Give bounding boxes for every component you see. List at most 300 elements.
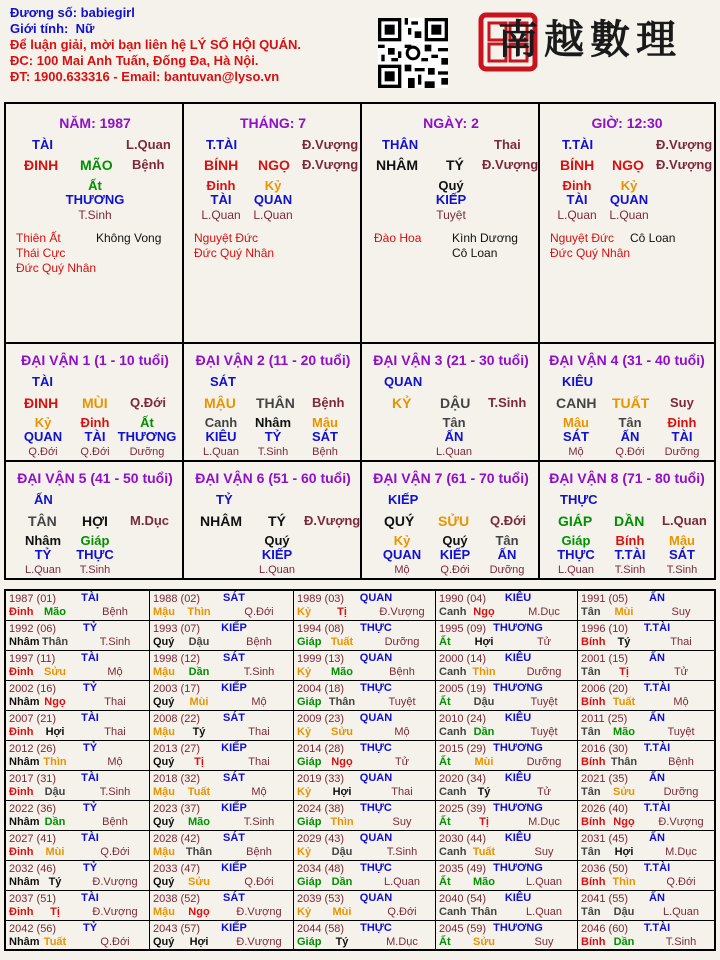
year-chi: Mùi [189, 696, 209, 708]
year-cell [6, 621, 150, 651]
dai-van-title: ĐẠI VẬN 5 (41 - 50 tuổi) [17, 470, 173, 486]
year-cell [150, 771, 294, 801]
year-chi: Tị [194, 756, 204, 768]
dai-van-2 [184, 344, 362, 462]
year-can: Tân [581, 606, 601, 618]
year-cell [294, 801, 436, 831]
year-god: QUAN [359, 712, 393, 724]
year-state: L.Quan [662, 906, 700, 918]
year-god: TÀI [81, 652, 99, 664]
hidden-can: Đinh [562, 178, 592, 193]
year-god: QUAN [359, 832, 393, 844]
year-chi: Thân [328, 696, 356, 708]
year-label: 2019 (33) [297, 773, 345, 785]
year-state: Mộ [394, 726, 410, 738]
year-can: Giáp [297, 876, 322, 888]
year-god: QUAN [359, 892, 393, 904]
year-can: Tân [581, 726, 601, 738]
year-state: M.Dục [665, 846, 697, 858]
year-can: Ất [439, 936, 451, 948]
year-label: 1998 (12) [153, 653, 201, 665]
hidden-god: TỶ [34, 547, 52, 562]
year-god: THƯƠNG [493, 622, 543, 634]
year-cell [150, 741, 294, 771]
dai-van-can: NHÂM [200, 513, 242, 529]
year-can: Canh [439, 726, 467, 738]
year-cell [150, 801, 294, 831]
year-label: 2002 (16) [9, 683, 57, 695]
year-label: 2014 (28) [297, 743, 345, 755]
year-state: L.Quan [383, 876, 421, 888]
year-chi: Hợi [614, 846, 634, 858]
hidden-state: L.Quan [202, 446, 240, 458]
year-cell [436, 921, 578, 951]
year-state: Tử [536, 786, 552, 798]
year-chi: Thân [470, 906, 498, 918]
year-cell [294, 741, 436, 771]
year-label: 2021 (35) [581, 773, 629, 785]
year-label: 2018 (32) [153, 773, 201, 785]
hidden-state: T.Sinh [78, 208, 112, 222]
year-chi: Thân [185, 846, 213, 858]
year-god: T.TÀI [643, 682, 671, 694]
dai-van-title: ĐẠI VẬN 7 (61 - 70 tuổi) [373, 470, 529, 486]
pillar-chi: NGỌ [612, 157, 644, 173]
pillar-can: NHÂM [376, 157, 418, 173]
year-label: 2027 (41) [9, 833, 57, 845]
year-cell [436, 681, 578, 711]
year-label: 2013 (27) [153, 743, 201, 755]
year-state: Thai [104, 696, 126, 708]
year-chi: Dậu [613, 906, 635, 918]
year-chi: Dần [331, 876, 353, 888]
year-can: Mậu [153, 786, 175, 798]
year-label: 2007 (21) [9, 713, 57, 725]
year-god: T.TÀI [643, 922, 671, 934]
hidden-state: L.Quan [253, 208, 293, 222]
dai-van-god: TỶ [216, 492, 233, 507]
year-cell [150, 831, 294, 861]
hidden-state: Q.Đới [615, 446, 645, 458]
hidden-god: THƯƠNG [117, 429, 177, 444]
year-state: Q.Đới [387, 906, 417, 918]
year-can: Mậu [153, 666, 175, 678]
year-god: T.TÀI [643, 802, 671, 814]
year-can: Bính [581, 816, 606, 828]
year-cell [436, 591, 578, 621]
year-can: Quý [153, 636, 175, 648]
year-god: T.TÀI [643, 742, 671, 754]
year-label: 2000 (14) [439, 653, 487, 665]
hidden-can: Quý [442, 533, 468, 548]
year-cell [150, 591, 294, 621]
year-cell [436, 891, 578, 921]
year-can: Bính [581, 876, 606, 888]
hidden-state: Q.Đới [440, 564, 470, 576]
hidden-god: KIẾP [435, 192, 467, 207]
pillar-top-right: Thai [494, 137, 521, 152]
year-cell [294, 651, 436, 681]
pillar-can: BÍNH [204, 157, 239, 173]
year-can: Tân [581, 846, 601, 858]
year-state: Mộ [251, 786, 267, 798]
hidden-god: THỰC [76, 547, 114, 562]
year-cell [6, 591, 150, 621]
year-state: Dưỡng [526, 666, 562, 678]
year-can: Ất [439, 816, 451, 828]
star: Kình Dương [452, 231, 518, 245]
year-can: Đinh [9, 666, 34, 678]
dai-van-chi: TÝ [268, 513, 286, 529]
hidden-god: ẤN [444, 429, 464, 444]
year-can: Mậu [153, 906, 175, 918]
year-state: Dưỡng [663, 786, 699, 798]
year-cell [6, 771, 150, 801]
year-cell [578, 801, 714, 831]
year-label: 2012 (26) [9, 743, 57, 755]
star: Cô Loan [630, 231, 676, 245]
year-label: 2022 (36) [9, 803, 57, 815]
dai-van-6 [184, 462, 362, 578]
year-god: KIẾP [221, 922, 247, 934]
star: Thái Cực [16, 246, 66, 260]
hidden-god: ẤN [620, 429, 640, 444]
year-state: Mộ [107, 666, 123, 678]
dai-van-chi: SỬU [438, 513, 470, 529]
hidden-god: QUAN [23, 429, 63, 444]
year-god: QUAN [359, 772, 393, 784]
pillar-chi-right: Bệnh [132, 157, 165, 172]
hidden-state: L.Quan [435, 446, 473, 458]
dai-van-right: Q.Đới [490, 513, 526, 528]
year-cell [578, 651, 714, 681]
star: Đức Quý Nhân [550, 246, 631, 260]
year-state: Suy [534, 846, 554, 858]
year-label: 2034 (48) [297, 863, 345, 875]
year-can: Đinh [9, 606, 34, 618]
year-state: Thai [670, 636, 692, 648]
year-state: T.Sinh [99, 636, 131, 648]
year-god: SÁT [223, 832, 245, 844]
year-god: ẤN [649, 592, 665, 604]
year-chi: Sửu [472, 936, 496, 948]
logo-text: 南越數理 [498, 16, 682, 63]
year-label: 2046 (60) [581, 923, 629, 935]
year-label: 2029 (43) [297, 833, 345, 845]
dai-van-right: M.Dục [130, 513, 169, 528]
year-can: Kỷ [297, 846, 312, 858]
year-cell [150, 861, 294, 891]
year-chi: Dần [473, 726, 495, 738]
hidden-god: SÁT [563, 429, 589, 444]
year-can: Nhâm [9, 636, 40, 648]
year-can: Ất [439, 876, 451, 888]
year-state: Suy [534, 936, 554, 948]
year-cell [578, 711, 714, 741]
year-cell [294, 831, 436, 861]
hidden-state: T.Sinh [79, 564, 111, 576]
year-cell [294, 591, 436, 621]
year-god: THƯƠNG [493, 742, 543, 754]
dai-van-right: Suy [670, 395, 694, 410]
year-cell [150, 891, 294, 921]
star: Đào Hoa [374, 231, 422, 245]
year-can: Đinh [9, 906, 34, 918]
dai-van-title: ĐẠI VẬN 6 (51 - 60 tuổi) [195, 470, 351, 486]
hidden-god: T.TÀI [614, 547, 646, 562]
hidden-god: QUAN [382, 547, 422, 562]
hidden-state: Dưỡng [129, 446, 165, 458]
year-label: 2045 (59) [439, 923, 487, 935]
hidden-can: Quý [438, 178, 464, 193]
year-god: KIẾP [221, 742, 247, 754]
year-state: T.Sinh [386, 846, 418, 858]
year-chi: Mão [188, 816, 210, 828]
year-cell [578, 591, 714, 621]
year-cell [6, 921, 150, 951]
year-can: Quý [153, 696, 175, 708]
year-label: 1999 (13) [297, 653, 345, 665]
year-label: 2044 (58) [297, 923, 345, 935]
annual-cycles-grid [4, 589, 716, 951]
star: Nguyệt Đức [550, 231, 615, 245]
year-chi: Thân [610, 756, 638, 768]
dai-van-god: SÁT [210, 374, 236, 389]
year-chi: Ngọ [331, 756, 353, 768]
year-chi: Ngọ [473, 606, 495, 618]
year-can: Ất [439, 756, 451, 768]
year-god: QUAN [359, 652, 393, 664]
year-god: T.TÀI [643, 622, 671, 634]
year-can: Đinh [9, 726, 34, 738]
year-chi: Mão [613, 726, 635, 738]
hidden-state: L.Quan [258, 564, 296, 576]
dai-van-title: ĐẠI VẬN 3 (21 - 30 tuổi) [373, 352, 529, 368]
year-state: Tử [536, 636, 552, 648]
year-state: Thai [248, 756, 270, 768]
star: Thiên Ất [16, 231, 61, 245]
dai-van-can: TÂN [28, 513, 57, 529]
dai-van-can: KỶ [392, 395, 412, 411]
hidden-can: Đinh [80, 415, 110, 430]
dai-van-chi: DẦN [614, 513, 645, 529]
year-chi: Mùi [474, 756, 494, 768]
hidden-state: Mộ [394, 564, 410, 576]
year-state: Mộ [251, 696, 267, 708]
year-can: Giáp [297, 936, 322, 948]
qr-code-icon[interactable] [378, 18, 448, 88]
year-label: 2032 (46) [9, 863, 57, 875]
year-state: Tử [673, 666, 689, 678]
year-chi: Dần [44, 816, 66, 828]
year-god: TỶ [82, 862, 98, 874]
year-chi: Mùi [332, 906, 352, 918]
year-label: 1990 (04) [439, 593, 487, 605]
hidden-can: Tân [495, 533, 519, 548]
year-chi: Dậu [331, 846, 353, 858]
hidden-can: Kỷ [34, 415, 52, 430]
year-god: THỰC [360, 682, 392, 694]
year-label: 2042 (56) [9, 923, 57, 935]
hidden-god: KIÊU [205, 429, 237, 444]
year-state: T.Sinh [243, 666, 275, 678]
year-label: 2031 (45) [581, 833, 629, 845]
year-cell [6, 861, 150, 891]
hidden-state: L.Quan [201, 208, 241, 222]
pillar-chi-right: Đ.Vượng [482, 157, 539, 172]
year-label: 1994 (08) [297, 623, 345, 635]
year-state: Thai [248, 726, 270, 738]
pillar-god: T.TÀI [562, 137, 594, 152]
dai-van-chi: HỢI [82, 513, 108, 529]
year-state: Thai [104, 726, 126, 738]
hidden-state: L.Quan [557, 564, 595, 576]
year-cell [436, 741, 578, 771]
year-state: Đ.Vượng [236, 906, 282, 918]
year-chi: Tị [50, 906, 60, 918]
hidden-god: KIẾP [439, 547, 471, 562]
year-label: 2030 (44) [439, 833, 487, 845]
dai-van-right: L.Quan [662, 513, 707, 528]
year-cell [436, 651, 578, 681]
dai-van-god: QUAN [384, 374, 423, 389]
year-god: KIÊU [504, 772, 532, 784]
year-can: Quý [153, 876, 175, 888]
year-state: M.Dục [528, 816, 560, 828]
hidden-god: SÁT [669, 547, 695, 562]
year-state: Đ.Vượng [379, 606, 425, 618]
year-label: 2036 (50) [581, 863, 629, 875]
dai-van-god: TÀI [32, 374, 53, 389]
year-god: SÁT [223, 652, 245, 664]
year-god: TÀI [81, 772, 99, 784]
year-cell [294, 711, 436, 741]
year-cell [6, 831, 150, 861]
pillar-title: NGÀY: 2 [423, 115, 479, 131]
year-chi: Hợi [189, 936, 209, 948]
year-god: SÁT [223, 712, 245, 724]
year-can: Quý [153, 936, 175, 948]
hidden-can: Quý [264, 533, 290, 548]
year-god: ẤN [649, 712, 665, 724]
hidden-can: Tân [618, 415, 642, 430]
dai-van-title: ĐẠI VẬN 1 (1 - 10 tuổi) [21, 352, 169, 368]
year-can: Đinh [9, 846, 34, 858]
year-cell [6, 891, 150, 921]
year-can: Đinh [9, 786, 34, 798]
year-state: Bệnh [389, 666, 415, 678]
year-chi: Tý [617, 636, 631, 648]
year-chi: Tị [337, 606, 347, 618]
dai-van-god: KIÊU [562, 374, 594, 389]
year-can: Kỷ [297, 726, 312, 738]
year-god: TỶ [82, 802, 98, 814]
dai-van-title: ĐẠI VẬN 4 (31 - 40 tuổi) [549, 352, 705, 368]
year-can: Bính [581, 936, 606, 948]
year-cell [150, 711, 294, 741]
phone-email-line[interactable]: ĐT: 1900.633316 - Email: bantuvan@lyso.vn [10, 69, 280, 84]
hidden-state: Q.Đới [28, 446, 58, 458]
year-chi: Sửu [43, 666, 67, 678]
year-label: 2038 (52) [153, 893, 201, 905]
hidden-can: Bính [615, 533, 645, 548]
star: Đức Quý Nhân [194, 246, 275, 260]
year-can: Nhâm [9, 756, 40, 768]
dai-van-title: ĐẠI VẬN 8 (71 - 80 tuổi) [549, 470, 705, 486]
year-god: THƯƠNG [493, 802, 543, 814]
year-label: 1988 (02) [153, 593, 201, 605]
year-label: 2006 (20) [581, 683, 629, 695]
year-label: 2009 (23) [297, 713, 345, 725]
year-cell [436, 861, 578, 891]
year-god: THƯƠNG [493, 682, 543, 694]
year-chi: Tuất [612, 696, 636, 708]
dai-van-7 [362, 462, 540, 578]
year-state: Bệnh [102, 606, 128, 618]
year-state: Tuyệt [667, 726, 695, 738]
year-can: Bính [581, 756, 606, 768]
year-god: KIÊU [504, 652, 532, 664]
year-god: THỰC [360, 862, 392, 874]
year-state: Bệnh [246, 846, 272, 858]
year-label: 1997 (11) [9, 653, 56, 665]
hidden-can: Kỷ [264, 178, 282, 193]
year-label: 2004 (18) [297, 683, 345, 695]
hidden-state: L.Quan [609, 208, 649, 222]
year-cell [150, 681, 294, 711]
year-cell [578, 621, 714, 651]
year-chi: Tị [479, 816, 489, 828]
year-can: Nhâm [9, 696, 40, 708]
year-can: Kỷ [297, 906, 312, 918]
hidden-state: T.Sinh [614, 564, 646, 576]
dai-van-8 [540, 462, 714, 578]
pillars-grid [4, 102, 716, 580]
year-cell [294, 771, 436, 801]
hidden-god: TÀI [671, 429, 693, 444]
year-god: TỶ [82, 622, 98, 634]
dai-van-3 [362, 344, 540, 462]
year-can: Nhâm [9, 936, 40, 948]
year-god: THỰC [360, 622, 392, 634]
year-label: 1989 (03) [297, 593, 345, 605]
year-chi: Dần [613, 936, 635, 948]
gioi-tinh-label: Giới tính: [10, 21, 69, 36]
hidden-can: Mậu [669, 533, 695, 548]
pillar-nam [6, 104, 184, 344]
year-god: SÁT [223, 592, 245, 604]
pillar-top-right: Đ.Vượng [656, 137, 713, 152]
year-state: Dưỡng [384, 636, 420, 648]
hidden-god: THƯƠNG [65, 192, 125, 207]
year-can: Tân [581, 906, 601, 918]
pillar-chi-right: Đ.Vượng [302, 157, 359, 172]
year-god: KIẾP [221, 802, 247, 814]
year-state: M.Dục [528, 606, 560, 618]
star: Không Vong [96, 231, 162, 245]
year-cell [6, 801, 150, 831]
hidden-can: Đinh [206, 178, 236, 193]
dai-van-chi: MÙI [82, 395, 108, 411]
pillar-god: TÀI [32, 137, 53, 152]
year-chi: Thìn [612, 876, 636, 888]
year-can: Bính [581, 696, 606, 708]
year-cell [578, 831, 714, 861]
year-can: Giáp [297, 756, 322, 768]
hidden-state: Dưỡng [664, 446, 700, 458]
hidden-god: TÀI [84, 429, 106, 444]
year-god: KIÊU [504, 832, 532, 844]
